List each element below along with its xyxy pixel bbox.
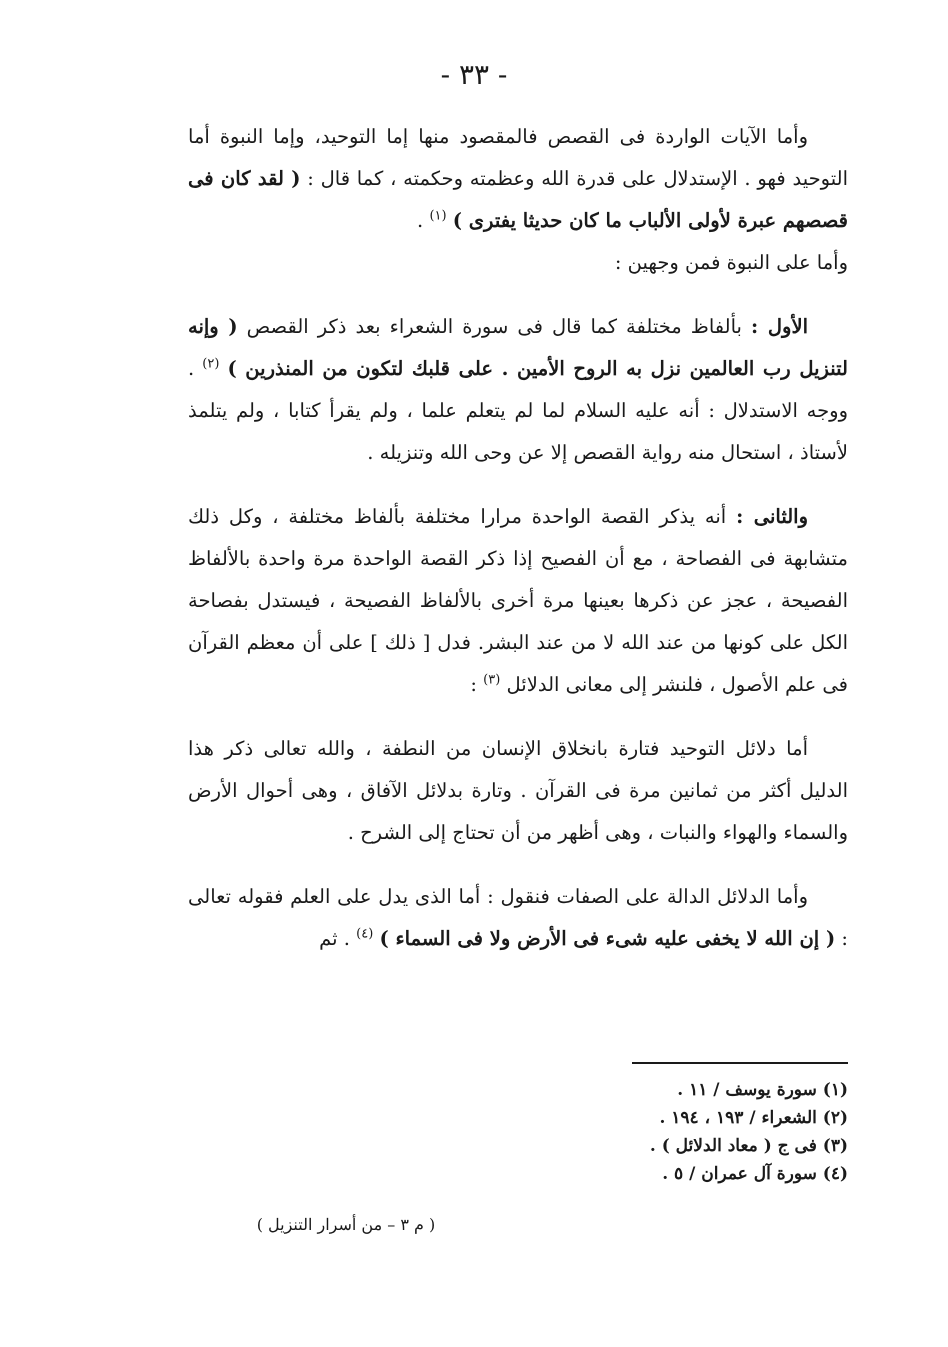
paragraph-monotheism-proofs [188, 728, 848, 854]
first-aspect-label: الأول : [751, 315, 808, 338]
footnote-2: (٢) الشعراء / ١٩٣ ، ١٩٤ . [659, 1108, 848, 1128]
intro-text: وأما الآيات الواردة فى القصص فالمقصود منها إما التوحيد، وإما النبوة أما التوحيد فهو . الإستدلال على قدرة الله وعظمته وحكمته ، كما قال : [188, 125, 848, 190]
footnote-divider [632, 1062, 848, 1064]
quran-quote-2: ( وإنه لتنزيل رب العالمين نزل به الروح الأمين . على قلبك لتكون من المنذرين ) [188, 315, 848, 380]
second-aspect-label: والثانى : [736, 505, 808, 528]
paragraph-first-aspect [188, 306, 848, 474]
footnote-3: (٣) فى ج ( معاد الدلائل ) . [649, 1136, 848, 1156]
paragraph-intro [188, 116, 848, 242]
paragraph-prophecy-intro [188, 242, 848, 284]
footnote-ref-4: (٤) [356, 926, 374, 942]
footnote-ref-3: (٣) [483, 672, 501, 688]
first-aspect-text: بألفاظ مختلفة كما قال فى سورة الشعراء بعد ذكر القصص [246, 315, 742, 338]
prophecy-intro-text: وأما على النبوة فمن وجهين : [614, 251, 848, 274]
footnotes [188, 1076, 848, 1188]
second-aspect-end: : [470, 673, 477, 696]
footnote-ref-2: (٢) [202, 356, 220, 372]
quran-quote-4: ( إن الله لا يخفى عليه شىء فى الأرض ولا فى السماء ) [379, 927, 836, 950]
attributes-proofs-text: وأما الدلائل الدالة على الصفات فنقول : أما الذى يدل على العلم فقوله تعالى : [188, 885, 848, 950]
source-line: ( م ٣ – من أسرار التنزيل ) [256, 1215, 436, 1234]
body-text [188, 116, 848, 982]
footnote-4: (٤) سورة آل عمران / ٥ . [662, 1164, 848, 1184]
attributes-proofs-end: . ثم [319, 927, 350, 950]
footnote-1: (١) سورة يوسف / ١١ . [677, 1080, 848, 1100]
paragraph-second-aspect [188, 496, 848, 706]
intro-end: . [417, 209, 424, 232]
monotheism-proofs-text: أما دلائل التوحيد فتارة بانخلاق الإنسان من النطفة ، والله تعالى ذكر هذا الدليل أكثر من ثمانين مرة فى القرآن . وتارة بدلائل الآفاق ، وهى أحوال الأرض والسماء والهواء والنبات ، وهى أظهر من أن تحتاج إلى الشرح . [188, 737, 848, 844]
page-number: - ٣٣ - [440, 58, 508, 91]
paragraph-attributes-proofs [188, 876, 848, 960]
quran-quote-1: ( لقد كان فى قصصهم عبرة لأولى الألباب ما كان حديثا يفترى ) [188, 167, 848, 232]
first-aspect-argument: . ووجه الاستدلال : أنه عليه السلام لما لم يتعلم علما ، ولم يقرأ كتابا ، ولم يتلمذ لأستاذ ، استحال منه رواية القصص إلا عن وحى الله وتنزيله . [188, 357, 848, 464]
footnote-ref-1: (١) [429, 208, 447, 224]
second-aspect-text: أنه يذكر القصة الواحدة مرارا مختلفة بألفاظ مختلفة ، وكل ذلك متشابهة فى الفصاحة ، مع أن الفصيح إذا ذكر القصة الواحدة مرة واحدة بالألفاظ الفصيحة ، عجز عن ذكرها بعينها مرة أخرى بالألفاظ الفصيحة ، فيستدل بفصاحة الكل على كونها من عند الله لا من عند البشر. فدل [ ذلك ] على أن معظم القرآن فى علم الأصول ، فلنشر إلى معانى الدلائل [188, 505, 848, 696]
